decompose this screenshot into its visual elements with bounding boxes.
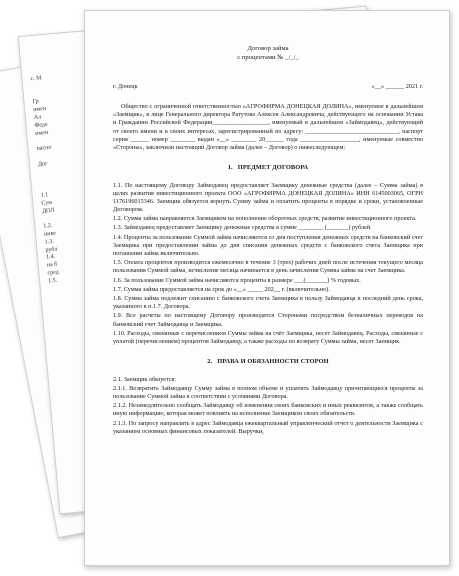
back-sheet-line: 1.5.: [47, 277, 58, 285]
back-sheet-line: Феде: [34, 121, 48, 129]
back-sheet-line: 1.4.: [45, 254, 56, 261]
clause-paragraph: 1.3. Займодавец предоставляет Заемщику денежные средства в сумме ________ (_______) рублей.: [113, 224, 372, 232]
clause-paragraph: 1.10. Расходы, связанные с перечислением Суммы займа на счёт Заемщика, несет Займодавец. Расходы, связанные с уплатой (перечислением) процентов Займодавцу, а также расходы по возврату Суммы займа, несет Заемщик.: [113, 329, 423, 345]
back-sheet-line: паспо: [36, 144, 52, 153]
clause-paragraph: 2.1.2. Незамедлительно сообщать Займодавцу об изменении своих банковских и иных реквизитов, а также сообщать иную информацию, которая может повлиять на исполнение Заемщиком своих обязательств.: [113, 402, 423, 418]
clause-paragraph: 1.7. Сумма займа предоставляется на срок до «__» _____ 202__ г. (включительно).: [113, 285, 330, 293]
section-title: [113, 164, 423, 172]
clause-paragraph: 2.1.1. Возвратить Займодавцу Сумму займа в полном объеме и уплатить Займодавцу причитающиеся проценты за пользование Суммой займа в соответствии с условиями Договора.: [113, 384, 423, 400]
clause-paragraph: 2.1.3. По запросу направлять в адрес Займодавца ежеквартальный управленческий отчет о деятельности Заемщика с указанием основных финансовых показателей: Выручки,: [113, 419, 423, 435]
intro-paragraph: Общество с ограниченной ответственностью «АГРОФИРМА ДОНЕЦКАЯ ДОЛИНА», именуемое в дальнейшем «Заемщик», в лице Генерального директора Ратутова Алексея Александровича, действующего на основании Устава и Гражданин Российской Федерации__________________, именуемый в дальнейшем «Займодавец», действующий от своего имени и в своих интересах, зарегистрированный по адресу: ______________________________, паспорт серия ______ номер ________ выдан «__» ________ 20______ года ___________________, именуемые совместно «Стороны», заключили настоящий Договор займа (далее – Договор) о нижеследующем:: [113, 102, 423, 151]
title-line-2: с процентами № _/_/_: [237, 53, 299, 61]
clause-paragraph: 2.1. Заемщик обязуется:: [113, 375, 177, 383]
back-sheet-line: рубл: [45, 246, 58, 254]
back-sheet-line: инве: [43, 230, 57, 238]
back-sheet-line: 1.3.: [44, 238, 55, 246]
section-heading: ПРЕДМЕТ ДОГОВОРА: [237, 164, 309, 172]
back-sheet-line: на б: [46, 261, 58, 269]
back-sheet-line: с. М: [30, 75, 42, 83]
section-title: [113, 358, 423, 366]
section-heading: ПРАВА И ОБЯЗАННОСТИ СТОРОН: [217, 358, 329, 366]
clause-paragraph: 1.2. Сумма займа направляется Заемщиком на пополнение оборотных средств, развитие инвестиционного проекта.: [113, 215, 417, 223]
section-number: 2.: [207, 358, 213, 366]
clause-paragraph: 1.4. Проценты за пользование Суммой займа начисляются со дня поступления денежных средств на банковский счет Заемщика при предоставлении займа до дня списания денежных средств с банковского счета Заемщика при погашении займа включительно.: [113, 233, 423, 258]
sections-block: [113, 164, 423, 436]
city: г. Донецк: [113, 82, 138, 90]
clause-paragraph: 1.6. За пользование Суммой займа начисляются проценты в размере ___(_______) % годовых.: [113, 276, 361, 284]
back-sheet-line: 1.1: [40, 192, 49, 199]
back-sheet-line: Сум: [41, 199, 53, 207]
place-date-line: [113, 83, 423, 91]
document-page: [84, 10, 450, 566]
clause-paragraph: 1.5. Оплата процентов производится ежемесячно в течение 3 (трех) рабочих дней после истечения текущего месяца пользования Суммой займа, исчисление месяца начинается в день зачисления Суммы займа на счет Заемщика.: [113, 259, 423, 275]
back-sheet-line: 1.2.: [43, 223, 53, 230]
back-sheet-line: Дог: [37, 160, 48, 168]
clause-paragraph: 1.9. Все расчеты по настоящему Договору производятся Сторонами посредством безналичных переводов на банковский счет Займодавца и Заемщика.: [113, 312, 423, 328]
back-sheet-line: сред: [47, 269, 60, 277]
back-sheet-line: имен: [33, 106, 47, 114]
back-sheet-line: ДОЛ: [41, 207, 55, 215]
clause-paragraph: 1.8. Сумма займа подлежит списанию с банковского счета Заемщика в пользу Займодавца в последний день срока, указанного в п.1.7. Договора.: [113, 294, 423, 311]
back-sheet-line: Ал: [33, 114, 42, 122]
intro-block: [113, 103, 423, 152]
back-sheet-line: имен: [35, 129, 49, 137]
contract-date: «__» ______ 2021 г.: [371, 82, 423, 90]
back-sheet-line: Гр: [32, 98, 39, 106]
document-title: [113, 45, 423, 63]
title-line-1: Договор займа: [247, 45, 289, 52]
section-number: 1.: [227, 164, 233, 172]
clause-paragraph: 1.1. По настоящему Договору Займодавец предоставляет Заемщику денежные средства (далее – Сумма займа) в целях развития инвестиционного проекта ООО «АГРОФИРМА ДОНЕЦКАЯ ДОЛИНА» ИНН 6145003065, ОГРН 1176196015346. Заемщик обязуется вернуть Сумму займа и оплатить проценты в порядке и сроки, установленные Договором.: [113, 181, 423, 214]
